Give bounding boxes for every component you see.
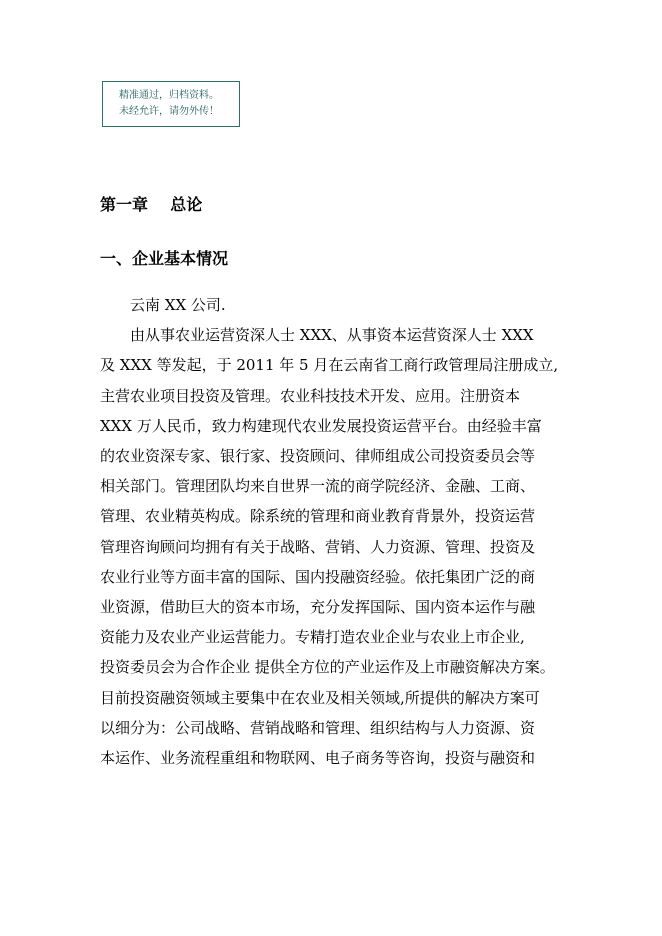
section-title: 一、企业基本情况 bbox=[100, 249, 229, 268]
confidential-stamp bbox=[102, 81, 240, 127]
body-line: 相关部门。管理团队均来自世界一流的商学院经济、金融、工商、 bbox=[100, 477, 536, 496]
body-line: 以细分为：公司战略、营销战略和管理、组织结构与人力资源、资 bbox=[100, 718, 536, 737]
chapter-title: 第一章 总论 bbox=[100, 195, 203, 214]
stamp-line-2: 未经允许，请勿外传！ bbox=[119, 106, 219, 117]
body-line: 资能力及农业产业运营能力。专精打造农业企业与农业上市企业, bbox=[100, 628, 525, 647]
body-line: 业资源，借助巨大的资本市场，充分发挥国际、国内资本运作与融 bbox=[100, 598, 536, 617]
body-line: 及 XXX 等发起，于 2011 年 5 月在云南省工商行政管理局注册成立, bbox=[100, 356, 559, 375]
body-line: 管理咨询顾问均拥有有关于战略、营销、人力资源、管理、投资及 bbox=[100, 537, 536, 556]
body-line: 由从事农业运营资深人士 XXX、从事资本运营资深人士 XXX bbox=[130, 326, 534, 345]
body-line: 的农业资深专家、银行家、投资顾问、律师组成公司投资委员会等 bbox=[100, 447, 536, 466]
document-body bbox=[100, 290, 570, 773]
body-line: 投资委员会为合作企业 提供全方位的产业运作及上市融资解决方案。 bbox=[100, 658, 555, 677]
paragraph-company-name: 云南 XX 公司. bbox=[130, 296, 226, 314]
body-line: 管理、农业精英构成。除系统的管理和商业教育背景外，投资运营 bbox=[100, 507, 536, 526]
body-line: 农业行业等方面丰富的国际、国内投融资经验。依托集团广泛的商 bbox=[100, 567, 536, 586]
body-line: 目前投资融资领域主要集中在农业及相关领域,所提供的解决方案可 bbox=[100, 688, 540, 707]
body-line: XXX 万人民币，致力构建现代农业发展投资运营平台。由经验丰富 bbox=[100, 416, 542, 435]
body-line: 本运作、业务流程重组和物联网、电子商务等咨询，投资与融资和 bbox=[100, 749, 536, 768]
stamp-line-1: 精准通过，归档资料。 bbox=[119, 90, 219, 101]
body-line: 主营农业项目投资及管理。农业科技技术开发、应用。注册资本 bbox=[100, 386, 521, 405]
